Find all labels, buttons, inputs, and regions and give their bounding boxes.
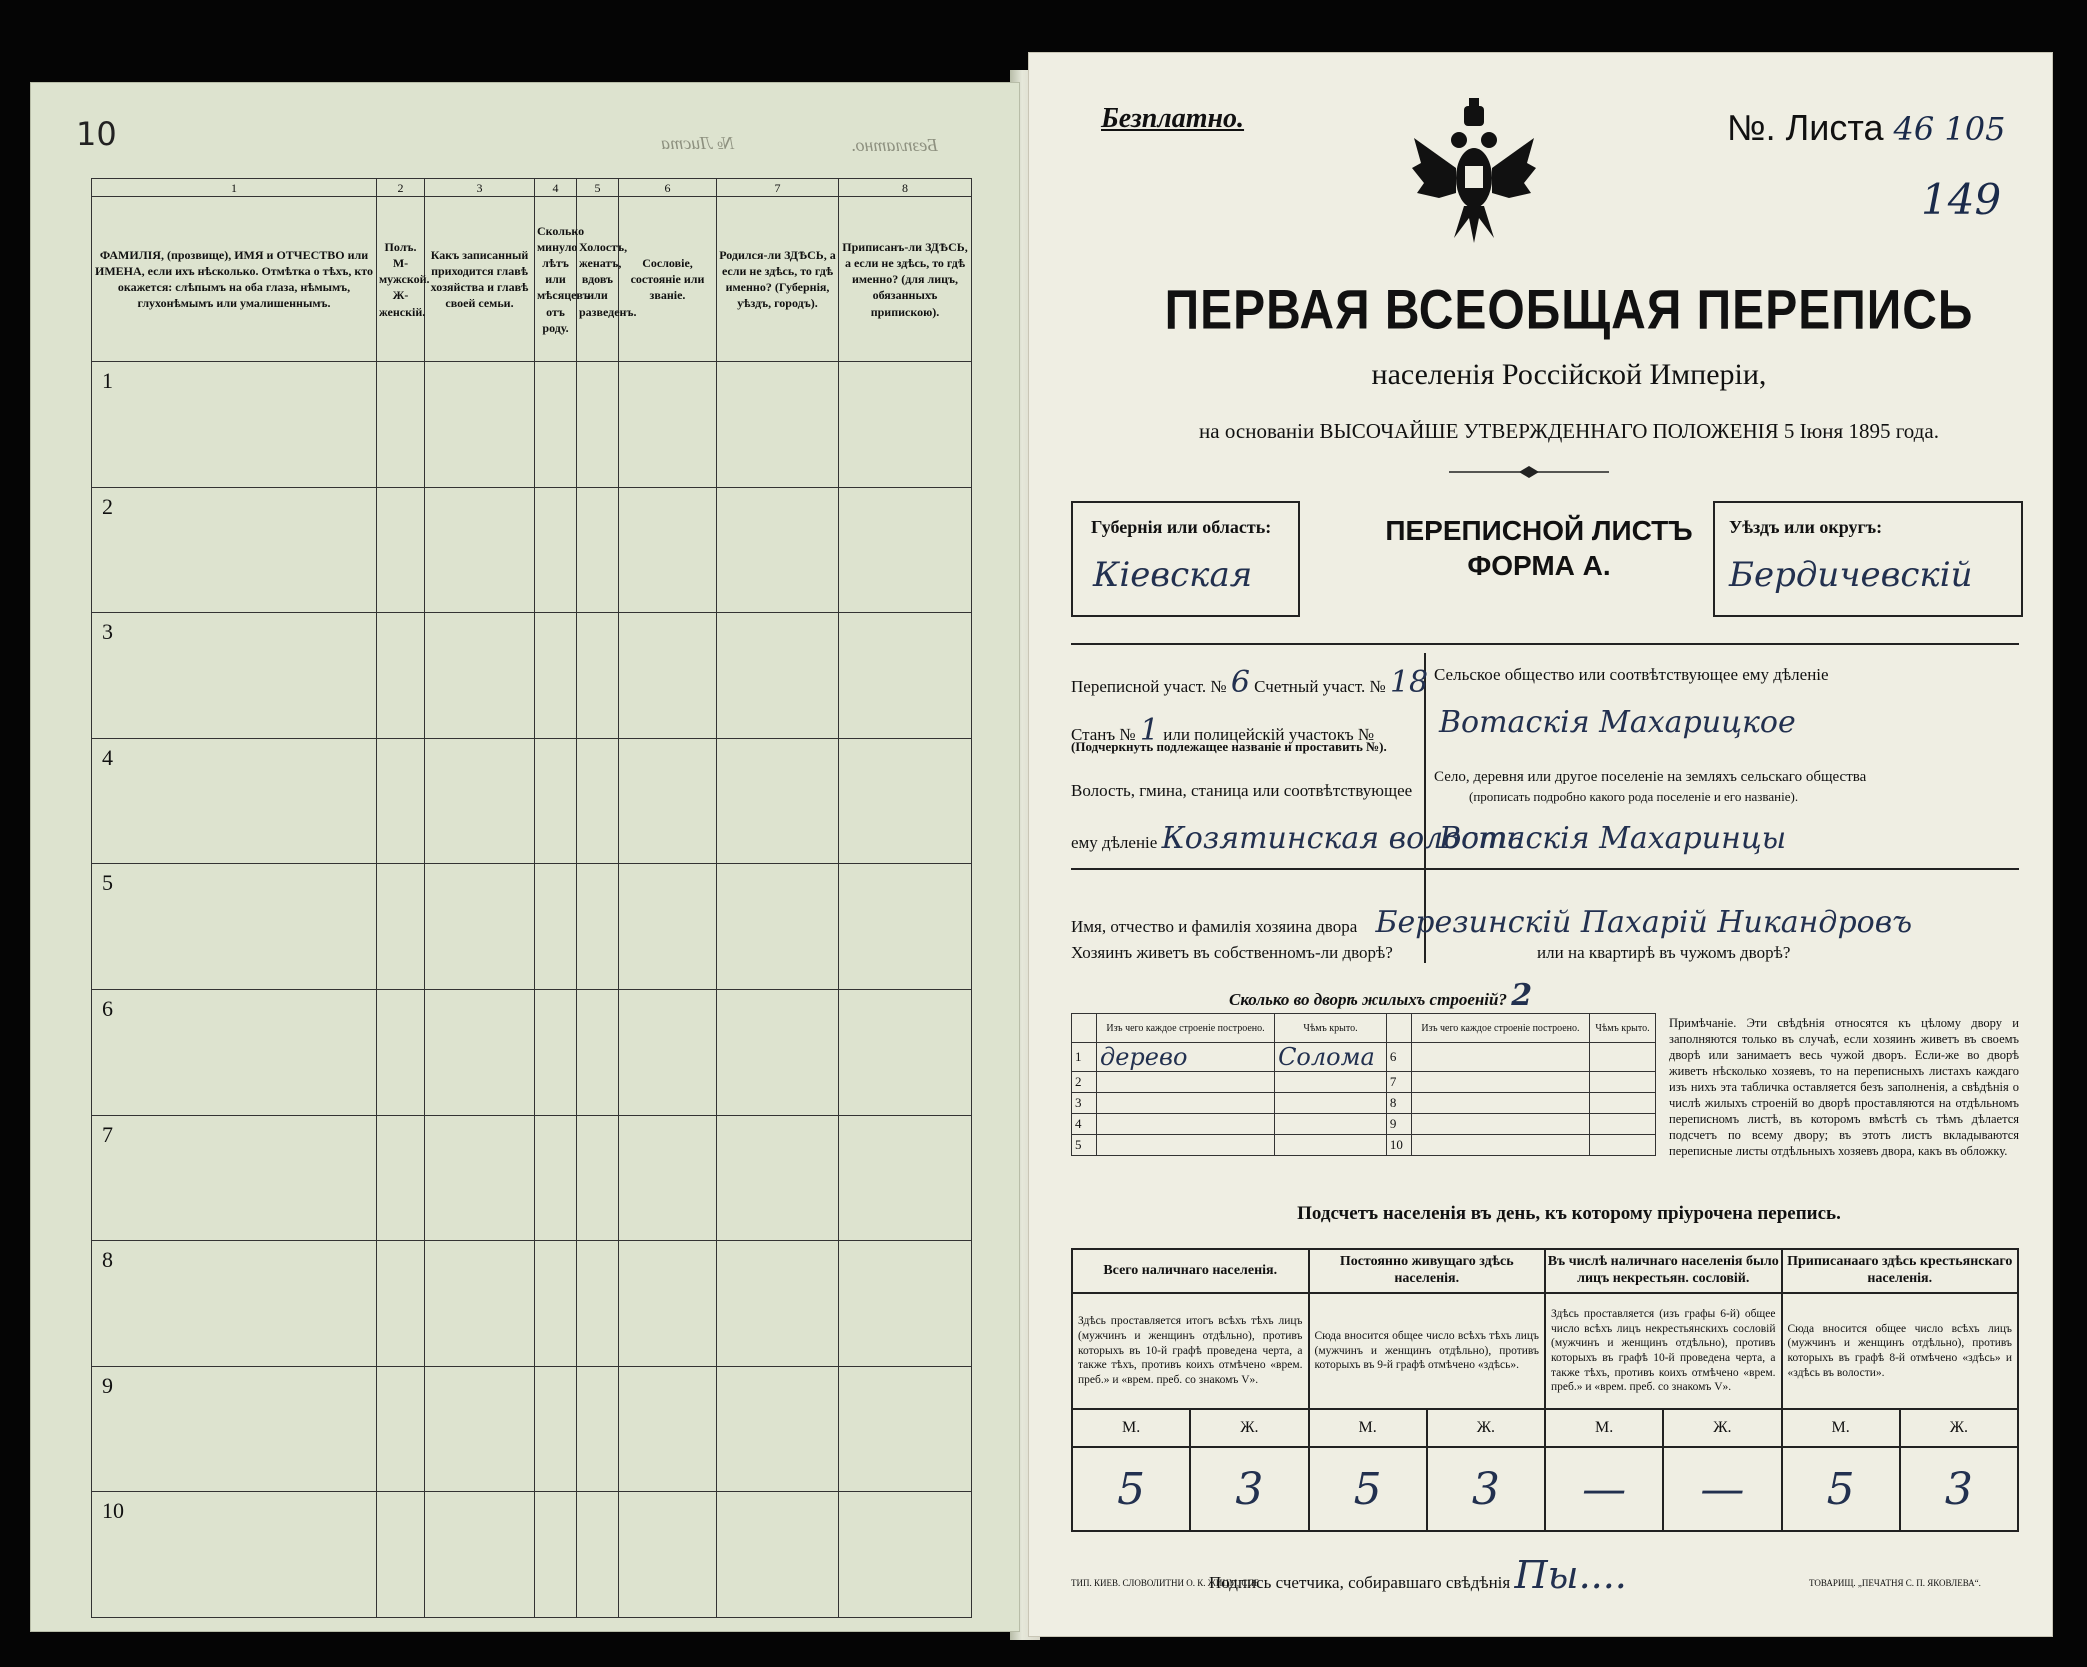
divider-ornament (1449, 465, 1609, 479)
table-cell: дерево (1097, 1043, 1275, 1072)
sheet-number (1727, 107, 2005, 149)
sex-label: Ж. (1427, 1409, 1545, 1447)
table-cell (377, 1115, 425, 1241)
uezd-label: Уѣздъ или округъ: (1729, 517, 1883, 537)
table-cell (619, 362, 717, 488)
count-value: 3 (1190, 1447, 1308, 1531)
table-cell (425, 487, 535, 613)
column-number: 5 (577, 179, 619, 197)
table-cell (535, 613, 577, 739)
column-number: 6 (619, 179, 717, 197)
table-cell (377, 990, 425, 1116)
table-row (92, 1492, 972, 1618)
table-cell (377, 1241, 425, 1367)
uezd-value: Бердичевскій (1729, 555, 1973, 595)
table-cell (717, 1241, 839, 1367)
column-number: 8 (839, 179, 972, 197)
table-cell: 4 (1072, 1114, 1097, 1135)
sex-label: М. (1309, 1409, 1427, 1447)
row-number: 6 (92, 990, 377, 1116)
table-cell (377, 1366, 425, 1492)
lives-line (1071, 943, 1790, 963)
table-cell (1411, 1093, 1589, 1114)
table-cell (1411, 1043, 1589, 1072)
margin-mark: 10 (76, 115, 117, 153)
table-cell (535, 1366, 577, 1492)
perepisnoy-uch-value: 6 (1230, 665, 1250, 700)
gubernia-value: Кіевская (1093, 555, 1253, 595)
column-header: Холостъ, женатъ, вдовъ или разведенъ. (577, 197, 619, 362)
table-cell (577, 864, 619, 990)
bld-header-roof-2: Чѣмъ крыто. (1589, 1014, 1655, 1043)
gubernia-box (1071, 501, 1300, 617)
sheet-number-label: №. Листа (1727, 107, 1884, 148)
table-cell: 3 (1072, 1093, 1097, 1114)
table-cell (377, 738, 425, 864)
table-cell (377, 487, 425, 613)
buildings-table (1071, 1013, 1656, 1156)
table-cell (535, 990, 577, 1116)
table-cell (1589, 1114, 1655, 1135)
legal-basis: на основаніи ВЫСОЧАЙШЕ УТВЕРЖДЕННАГО ПОЛОЖЕНІЯ 5 Іюня 1895 года. (1199, 419, 1939, 443)
column-number: 2 (377, 179, 425, 197)
owner-label: Имя, отчество и фамилія хозяина двора (1071, 917, 1358, 936)
buildings-label: Сколько во дворѣ жилыхъ строеній? (1229, 990, 1507, 1009)
table-row (1072, 1135, 1656, 1156)
column-number: 3 (425, 179, 535, 197)
perepisnoy-uch-label: Переписной участ. № (1071, 677, 1227, 696)
table-cell (619, 1115, 717, 1241)
table-cell: 10 (1386, 1135, 1411, 1156)
table-cell (577, 613, 619, 739)
table-cell (839, 1366, 972, 1492)
table-cell (619, 1492, 717, 1618)
table-cell (717, 864, 839, 990)
column-header: Сословіе, состояніе или званіе. (619, 197, 717, 362)
table-cell (839, 1115, 972, 1241)
table-cell (1589, 1135, 1655, 1156)
table-cell (1097, 1114, 1275, 1135)
selo-note: (прописать подробно какого рода поселеніе и его названіе). (1469, 789, 1799, 804)
census-subtitle: населенія Россійской Имперіи, (1371, 358, 1767, 391)
table-cell (1275, 1114, 1387, 1135)
buildings-note: Примѣчаніе. Эти свѣдѣнія относятся къ цѣлому двору и заполняются только въ случаѣ, если хозяинъ живетъ въ своемъ дворѣ или занимаетъ весь чужой дворъ. Если-же во дворѣ живетъ нѣсколько хозяевъ, то на переписныхъ листахъ каждаго изъ нихъ эта табличка оставляется безъ заполненія, а свѣдѣнія о числѣ жилыхъ строеній во дворѣ проставляются на отдѣльномъ переписномъ листѣ, въ которомъ вмѣстѣ съ тѣмъ дѣлается подсчетъ по всему двору; въ этотъ листъ вкладываются переписные листы отдѣльныхъ хозяевъ двора, какъ въ обложку. (1669, 1016, 2019, 1158)
count-description: Здѣсь проставляется итогъ всѣхъ тѣхъ лицъ (мужчинъ и женщинъ отдѣльно), противъ которыхъ въ 10-й графѣ проведена черта, а также тѣхъ, противъ коихъ отмѣчено «врем. преб.» и «врем. преб. со знакомъ V». (1072, 1293, 1309, 1409)
table-cell (839, 1241, 972, 1367)
column-header: Сколько минуло лѣтъ или мѣсяцевъ отъ роду. (535, 197, 577, 362)
buildings-line (1229, 978, 1532, 1013)
table-cell: 9 (1386, 1114, 1411, 1135)
sex-label: Ж. (1663, 1409, 1781, 1447)
section-rule-2 (1071, 868, 2019, 870)
table-cell (377, 613, 425, 739)
count-description: Сюда вносится общее число всѣхъ лицъ (мужчинъ и женщинъ отдѣльно), противъ которыхъ въ графѣ 8-й отмѣчено «здѣсь» и «здѣсь въ волости». (1782, 1293, 2019, 1409)
column-number: 1 (92, 179, 377, 197)
census-title: ПЕРВАЯ ВСЕОБЩАЯ ПЕРЕПИСЬ (1164, 280, 1974, 341)
count-value: 3 (1900, 1447, 2018, 1531)
table-cell (839, 1492, 972, 1618)
precinct-line (1071, 665, 1428, 700)
sex-label: М. (1072, 1409, 1190, 1447)
count-description: Здѣсь проставляется (изъ графы 6-й) общее число всѣхъ лицъ некрестьянскихъ сословій (мужчинъ и женщинъ отдѣльно), противъ которыхъ въ графѣ 10-й проведена черта, а также тѣхъ, противъ коихъ отмѣчено «врем. преб.» и «врем. преб. со знакомъ V». (1545, 1293, 1782, 1409)
volost-label: Волость, гмина, станица или соотвѣтствующее (1071, 781, 1413, 800)
table-row (1072, 1043, 1656, 1072)
signature-value: Пы.... (1514, 1553, 1627, 1597)
section-rule (1071, 643, 2019, 645)
count-header: Всего наличнаго населенія. (1072, 1249, 1309, 1293)
table-cell (577, 362, 619, 488)
enumerator-signature-line (1209, 1553, 1627, 1597)
table-cell (1097, 1135, 1275, 1156)
table-row (1072, 1072, 1656, 1093)
column-number: 4 (535, 179, 577, 197)
table-cell (577, 487, 619, 613)
row-number: 1 (92, 362, 377, 488)
left-page (30, 82, 1020, 1632)
row-number: 5 (92, 864, 377, 990)
table-cell (619, 1366, 717, 1492)
table-cell (1589, 1043, 1655, 1072)
table-cell (619, 864, 717, 990)
table-cell (619, 613, 717, 739)
table-cell (619, 487, 717, 613)
table-cell (839, 487, 972, 613)
row-number: 4 (92, 738, 377, 864)
table-cell (577, 990, 619, 1116)
table-cell (717, 990, 839, 1116)
table-cell (1275, 1093, 1387, 1114)
column-header: ФАМИЛІЯ, (прозвище), ИМЯ и ОТЧЕСТВО или ИМЕНА, если ихъ нѣсколько. Отмѣтка о тѣхъ, кто окажется: слѣпымъ на оба глаза, нѣмымъ, глухонѣмымъ или умалишеннымъ. (92, 197, 377, 362)
table-cell (577, 1241, 619, 1367)
table-cell (717, 738, 839, 864)
table-cell (619, 738, 717, 864)
table-cell: 1 (1072, 1043, 1097, 1072)
table-cell: 2 (1072, 1072, 1097, 1093)
sex-label: М. (1782, 1409, 1900, 1447)
table-cell (425, 864, 535, 990)
sex-label: Ж. (1900, 1409, 2018, 1447)
count-header: Постоянно живущаго здѣсь населенія. (1309, 1249, 1546, 1293)
table-cell (1411, 1114, 1589, 1135)
table-row (92, 1241, 972, 1367)
table-cell (425, 1241, 535, 1367)
sheet-number-handwritten-2: 149 (1921, 175, 2002, 224)
lives-label-2: или на квартирѣ въ чужомъ дворѣ? (1537, 943, 1791, 962)
stan-value: 1 (1139, 713, 1159, 748)
selsk-label: Сельское общество или соотвѣтствующее ему дѣленіе (1434, 665, 1829, 684)
gubernia-label: Губернія или область: (1091, 517, 1272, 537)
column-header: Родился-ли ЗДѢСЬ, а если не здѣсь, то гдѣ именно? (Губернія, уѣздъ, городъ). (717, 197, 839, 362)
form-title-line-2: ФОРМА А. (1467, 550, 1611, 581)
table-cell (577, 1492, 619, 1618)
table-cell (1589, 1093, 1655, 1114)
table-cell (425, 362, 535, 488)
count-value: — (1663, 1447, 1781, 1531)
table-row (92, 990, 972, 1116)
population-count-table (1071, 1248, 2019, 1532)
free-of-charge-label: Безплатно. (1101, 103, 1245, 134)
table-row (92, 613, 972, 739)
buildings-value: 2 (1511, 978, 1533, 1013)
population-count-title: Подсчетъ населенія въ день, къ которому пріурочена перепись. (1297, 1203, 1841, 1224)
column-number: 7 (717, 179, 839, 197)
row-number: 10 (92, 1492, 377, 1618)
lives-label: Хозяинъ живетъ въ собственномъ-ли дворѣ? (1071, 943, 1393, 962)
table-row (92, 1366, 972, 1492)
table-cell (839, 990, 972, 1116)
table-row (92, 1115, 972, 1241)
bld-header-roof-1: Чѣмъ крыто. (1275, 1014, 1387, 1043)
table-cell (1097, 1072, 1275, 1093)
table-cell (1275, 1135, 1387, 1156)
table-cell (535, 1241, 577, 1367)
table-cell (839, 362, 972, 488)
table-cell (535, 487, 577, 613)
count-description: Сюда вносится общее число всѣхъ тѣхъ лицъ (мужчинъ и женщинъ отдѣльно), противъ которыхъ въ 9-й графѣ отмѣчено «здѣсь». (1309, 1293, 1546, 1409)
table-cell (535, 738, 577, 864)
table-cell (1589, 1072, 1655, 1093)
table-cell (425, 1115, 535, 1241)
sex-label: Ж. (1190, 1409, 1308, 1447)
selo-value-line (1439, 821, 1786, 856)
printer-imprint-left: ТИП. КИЕВ. СЛОВОЛИТНИ О. К. ЖИЦМ, СПБ (1071, 1578, 1260, 1588)
underline-note: (Подчеркнуть подлежащее названіе и проставить №). (1071, 739, 1387, 754)
table-row (92, 487, 972, 613)
count-value: 3 (1427, 1447, 1545, 1531)
form-title-line-1: ПЕРЕПИСНОЙ ЛИСТЪ (1385, 515, 1693, 546)
uezd-box (1713, 501, 2023, 617)
table-cell (577, 1115, 619, 1241)
table-cell (839, 738, 972, 864)
selo-label: Село, деревня или другое поселеніе на земляхъ сельскаго общества (1434, 769, 1867, 785)
bld-header-material-2: Изъ чего каждое строеніе построено. (1411, 1014, 1589, 1043)
imperial-eagle-emblem (1409, 98, 1539, 248)
table-cell (425, 1366, 535, 1492)
selsk-value: Вотаскія Махарицкое (1439, 705, 1796, 740)
table-cell (839, 864, 972, 990)
owner-line (1071, 905, 1912, 940)
sex-label: М. (1545, 1409, 1663, 1447)
selsk-value-line (1439, 705, 1796, 740)
table-cell (717, 362, 839, 488)
table-cell: Солома (1275, 1043, 1387, 1072)
table-cell (577, 1366, 619, 1492)
table-cell (377, 1492, 425, 1618)
printer-imprint-right: ТОВАРИЩ. „ПЕЧАТНЯ С. П. ЯКОВЛЕВА“. (1809, 1578, 1981, 1588)
right-page (1028, 52, 2053, 1637)
volost-label-2: ему дѣленіе (1071, 833, 1158, 852)
table-cell: 8 (1386, 1093, 1411, 1114)
table-cell (425, 990, 535, 1116)
table-cell: 7 (1386, 1072, 1411, 1093)
count-value: 5 (1072, 1447, 1190, 1531)
table-cell (377, 362, 425, 488)
row-number: 7 (92, 1115, 377, 1241)
table-cell (839, 613, 972, 739)
table-cell (377, 864, 425, 990)
form-title (1309, 513, 1769, 583)
table-cell (1411, 1135, 1589, 1156)
count-value: 5 (1309, 1447, 1427, 1531)
table-cell (535, 1115, 577, 1241)
table-row (92, 738, 972, 864)
left-header-list-no: № Листа (661, 133, 734, 153)
table-cell (535, 864, 577, 990)
column-header: Какъ записанный приходится главѣ хозяйства и главѣ своей семьи. (425, 197, 535, 362)
volost-value: Козятинская волость (1161, 821, 1523, 856)
row-number: 8 (92, 1241, 377, 1367)
table-cell (619, 1241, 717, 1367)
table-row (1072, 1114, 1656, 1135)
column-header: Полъ. М-мужской. Ж-женскій. (377, 197, 425, 362)
table-cell (1411, 1072, 1589, 1093)
table-cell (535, 362, 577, 488)
row-number: 2 (92, 487, 377, 613)
schetny-uch-label: Счетный участ. № (1254, 677, 1386, 696)
owner-value: Березинскій Пахарій Никандровъ (1375, 905, 1913, 940)
table-cell (535, 1492, 577, 1618)
schetny-uch-value: 18 (1389, 665, 1429, 700)
table-cell (717, 1115, 839, 1241)
table-cell (619, 990, 717, 1116)
table-cell (425, 738, 535, 864)
count-header: Приписанааго здѣсь крестьянскаго населенія. (1782, 1249, 2019, 1293)
table-cell: 5 (1072, 1135, 1097, 1156)
table-cell (717, 487, 839, 613)
count-header: Въ числѣ наличнаго населенія было лицъ некрестьян. сословій. (1545, 1249, 1782, 1293)
count-value: — (1545, 1447, 1663, 1531)
signature-label: Подпись счетчика, собиравшаго свѣдѣнія (1209, 1573, 1511, 1592)
table-cell (1275, 1072, 1387, 1093)
left-header-bezplatno: Безплатно. (851, 135, 938, 155)
sheet-number-handwritten: 46 105 (1893, 110, 2006, 148)
table-cell (717, 1492, 839, 1618)
count-value: 5 (1782, 1447, 1900, 1531)
table-cell (717, 613, 839, 739)
table-cell (717, 1366, 839, 1492)
table-cell (1097, 1093, 1275, 1114)
selo-value: Вотаскія Махаринцы (1439, 821, 1787, 856)
column-header: Приписанъ-ли ЗДѢСЬ, а если не здѣсь, то гдѣ именно? (для лицъ, обязанныхъ припискою). (839, 197, 972, 362)
table-cell (425, 1492, 535, 1618)
table-row (92, 864, 972, 990)
table-cell (577, 738, 619, 864)
table-cell: 6 (1386, 1043, 1411, 1072)
table-row (92, 362, 972, 488)
table-row (1072, 1093, 1656, 1114)
row-number: 3 (92, 613, 377, 739)
police-label: или полицейскій участокъ № (1163, 725, 1375, 744)
bld-header-material-1: Изъ чего каждое строеніе построено. (1097, 1014, 1275, 1043)
household-members-table (91, 178, 972, 1618)
row-number: 9 (92, 1366, 377, 1492)
stan-label: Станъ № (1071, 725, 1136, 744)
table-cell (425, 613, 535, 739)
